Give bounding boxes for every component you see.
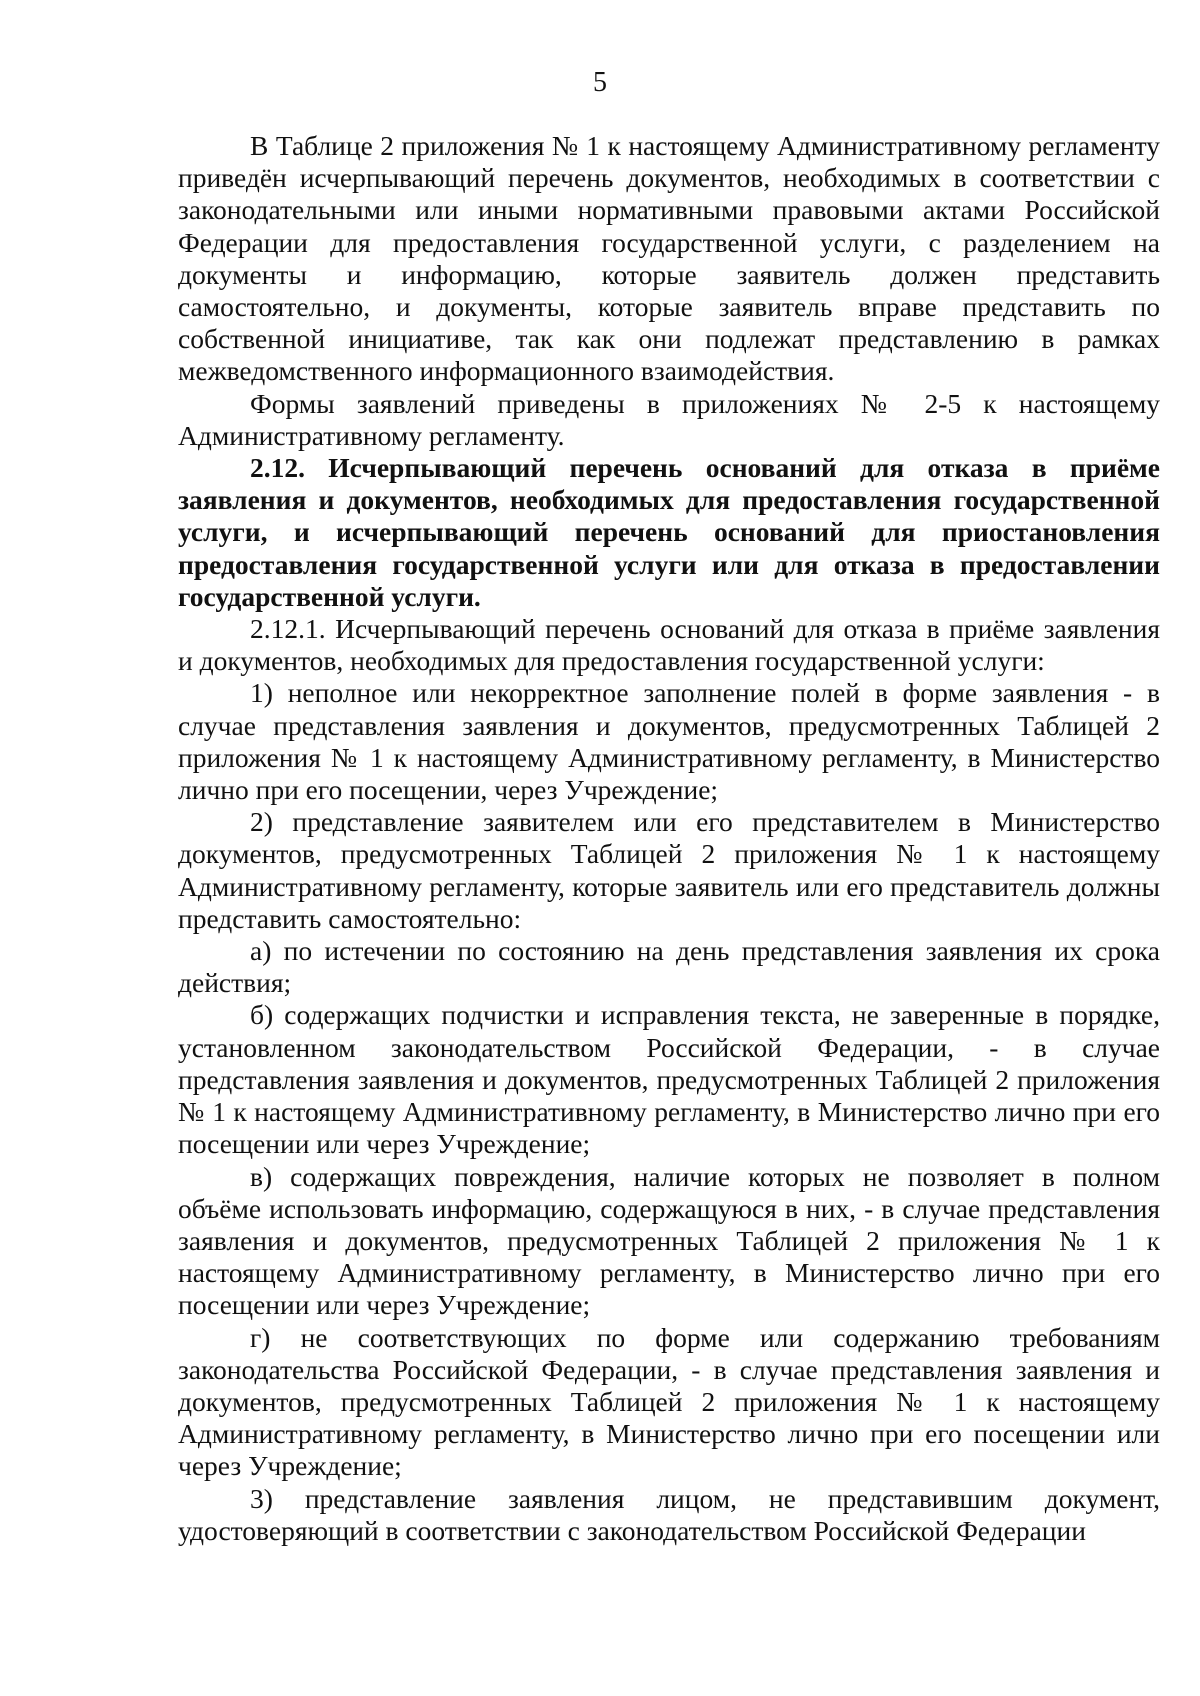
list-subitem-b: б) содержащих подчистки и исправления текста, не заверенные в порядке, установленном законодательством Российской Федерации, - в случае представления заявления и документов, предусмотренных Таблицей 2 приложения № 1 к настоящему Административному регламенту, в Министерство лично при его посещении или через Учреждение; — [178, 999, 1160, 1160]
list-item-2: 2) представление заявителем или его представителем в Министерство документов, предусмотренных Таблицей 2 приложения № 1 к настоящему Административному регламенту, которые заявитель или его представитель должны представить самостоятельно: — [178, 806, 1160, 934]
list-subitem-v: в) содержащих повреждения, наличие которых не позволяет в полном объёме использовать информацию, содержащуюся в них, - в случае представления заявления и документов, предусмотренных Таблицей 2 приложения № 1 к настоящему Административному регламенту, в Министерство лично при его посещении или через Учреждение; — [178, 1160, 1160, 1321]
page-number: 5 — [593, 67, 607, 98]
paragraph-application-forms: Формы заявлений приведены в приложениях № 2-5 к настоящему Административному регламенту. — [178, 387, 1160, 451]
document-body — [178, 130, 1160, 1547]
paragraph-2-12-1: 2.12.1. Исчерпывающий перечень оснований для отказа в приёме заявления и документов, необходимых для предоставления государственной услуги: — [178, 613, 1160, 677]
section-heading-2-12: 2.12. Исчерпывающий перечень оснований для отказа в приёме заявления и документов, необходимых для предоставления государственной услуги, и исчерпывающий перечень оснований для приостановления предоставления государственной услуги или для отказа в предоставлении государственной услуги. — [178, 452, 1160, 612]
list-item-1: 1) неполное или некорректное заполнение полей в форме заявления - в случае представления заявления и документов, предусмотренных Таблицей 2 приложения № 1 к настоящему Административному регламенту, в Министерство лично при его посещении, через Учреждение; — [178, 677, 1160, 806]
list-subitem-g: г) не соответствующих по форме или содержанию требованиям законодательства Российской Федерации, - в случае представления заявления и документов, предусмотренных Таблицей 2 приложения № 1 к настоящему Административному регламенту, в Министерство лично при его посещении или через Учреждение; — [178, 1321, 1160, 1482]
paragraph-table2-reference: В Таблице 2 приложения № 1 к настоящему Административному регламенту приведён исчерпывающий перечень документов, необходимых в соответствии с законодательными или иными нормативными правовыми актами Российской Федерации для предоставления государственной услуги, с разделением на документы и информацию, которые заявитель должен представить самостоятельно, и документы, которые заявитель вправе представить по собственной инициативе, так как они подлежат представлению в рамках межведомственного информационного взаимодействия. — [178, 130, 1160, 387]
list-subitem-a: а) по истечении по состоянию на день представления заявления их срока действия; — [178, 935, 1160, 999]
list-item-3: 3) представление заявления лицом, не представившим документ, удостоверяющий в соответствии с законодательством Российской Федерации — [178, 1482, 1160, 1546]
